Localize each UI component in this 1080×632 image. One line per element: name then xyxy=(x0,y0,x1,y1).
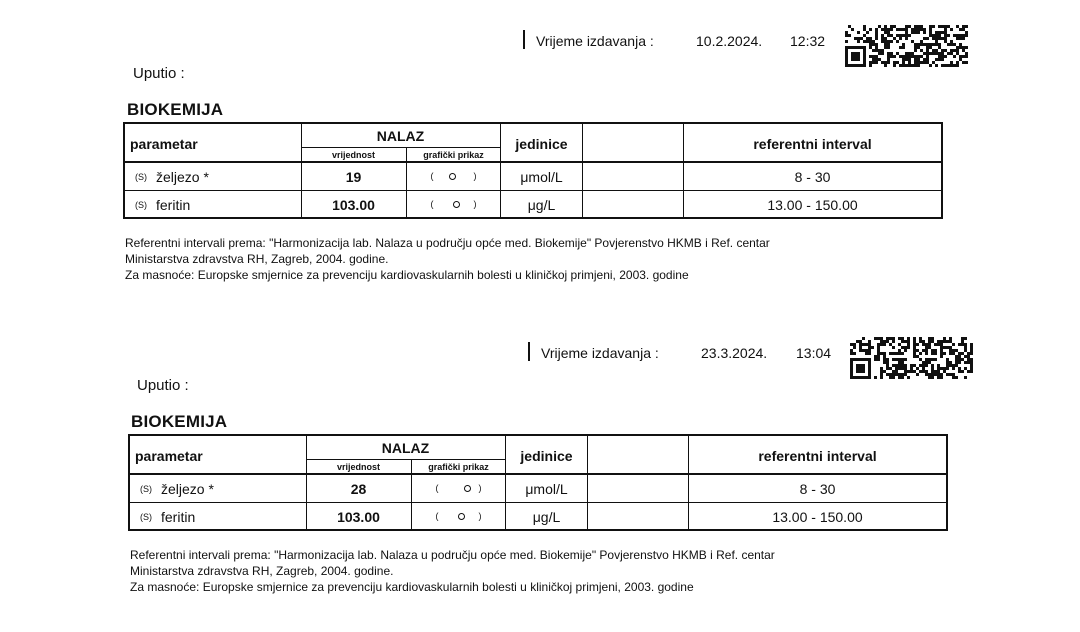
graph-indicator: ( ) xyxy=(430,170,477,181)
graph-indicator: ( ) xyxy=(435,511,482,521)
issue-time: 13:04 xyxy=(796,345,832,361)
result-value: 103.00 xyxy=(337,509,380,525)
referrer-label: Uputio : xyxy=(133,65,185,82)
specimen-code: (S) xyxy=(140,512,152,522)
parameter-name: željezo * xyxy=(156,168,209,185)
issue-divider xyxy=(523,30,525,49)
result-value: 19 xyxy=(345,168,362,185)
table-row-parameter xyxy=(140,503,195,531)
issue-date: 23.3.2024. xyxy=(701,345,768,361)
col-header-reference: referentni interval xyxy=(758,447,877,464)
footnote-line: Referentni intervali prema: "Harmonizacija lab. Nalaza u području opće med. Biokemije" Povjerenstvo HKMB i Ref. centar xyxy=(125,236,770,250)
col-header-result: NALAZ xyxy=(376,127,425,144)
parameter-name: feritin xyxy=(161,509,196,525)
result-value: 28 xyxy=(350,480,367,497)
issue-time-label: Vrijeme izdavanja : xyxy=(541,345,659,361)
result-value: 103.00 xyxy=(332,197,375,213)
footnote-line: Ministarstva zdravstva RH, Zagreb, 2004. godine. xyxy=(125,252,389,266)
reference-footnote xyxy=(125,235,905,283)
parameter-name: željezo * xyxy=(161,480,214,497)
result-units: μmol/L xyxy=(525,480,568,497)
specimen-code: (S) xyxy=(135,171,147,182)
issue-date: 10.2.2024. xyxy=(696,33,763,49)
table-row-parameter xyxy=(135,191,190,219)
issue-time: 12:32 xyxy=(790,33,826,49)
footnote-line: Referentni intervali prema: "Harmonizacija lab. Nalaza u području opće med. Biokemije" Povjerenstvo HKMB i Ref. centar xyxy=(130,548,775,562)
table-row-parameter xyxy=(135,163,209,190)
graph-marker xyxy=(453,201,460,208)
result-graph xyxy=(407,191,500,219)
section-title: BIOKEMIJA xyxy=(127,100,224,119)
referrer-label: Uputio : xyxy=(137,377,189,394)
section-title: BIOKEMIJA xyxy=(131,412,228,431)
col-header-value: vrijednost xyxy=(336,461,380,472)
issue-time-label: Vrijeme izdavanja : xyxy=(536,33,654,49)
table-row-parameter xyxy=(140,475,214,502)
result-units: μmol/L xyxy=(520,168,563,185)
specimen-code: (S) xyxy=(140,483,152,494)
reference-interval: 8 - 30 xyxy=(794,168,831,185)
graph-marker xyxy=(449,173,456,180)
lab-report-1 xyxy=(123,30,983,320)
graph-indicator: ( ) xyxy=(430,199,477,209)
result-graph xyxy=(412,475,505,502)
qr-code-icon xyxy=(850,337,974,379)
col-header-units: jedinice xyxy=(515,135,568,152)
qr-code-icon xyxy=(845,25,969,67)
result-units: μg/L xyxy=(532,509,561,525)
results-table xyxy=(128,434,948,531)
graph-indicator: ( ) xyxy=(435,482,482,493)
specimen-code: (S) xyxy=(135,200,147,210)
col-header-units: jedinice xyxy=(520,447,573,464)
reference-interval: 13.00 - 150.00 xyxy=(767,197,858,213)
col-header-parameter: parametar xyxy=(135,447,203,464)
col-header-graph: grafički prikaz xyxy=(428,461,489,472)
reference-interval: 13.00 - 150.00 xyxy=(772,509,863,525)
col-header-result: NALAZ xyxy=(381,439,430,456)
results-table xyxy=(123,122,943,219)
lab-report-2 xyxy=(128,342,988,632)
result-units: μg/L xyxy=(527,197,556,213)
col-header-reference: referentni interval xyxy=(753,135,872,152)
reference-interval: 8 - 30 xyxy=(799,480,836,497)
reference-footnote xyxy=(130,547,910,595)
footnote-line: Za masnoće: Europske smjernice za prevenciju kardiovaskularnih bolesti u kliničkoj primjeni, 2003. godine xyxy=(125,268,689,282)
col-header-parameter: parametar xyxy=(130,135,198,152)
footnote-line: Za masnoće: Europske smjernice za prevenciju kardiovaskularnih bolesti u kliničkoj primjeni, 2003. godine xyxy=(130,580,694,594)
issue-divider xyxy=(528,342,530,361)
graph-marker xyxy=(464,485,471,492)
parameter-name: feritin xyxy=(156,197,191,213)
graph-marker xyxy=(458,513,465,520)
result-graph xyxy=(412,503,505,531)
col-header-graph: grafički prikaz xyxy=(423,149,484,160)
col-header-value: vrijednost xyxy=(331,149,375,160)
footnote-line: Ministarstva zdravstva RH, Zagreb, 2004. godine. xyxy=(130,564,394,578)
result-graph xyxy=(407,163,500,190)
